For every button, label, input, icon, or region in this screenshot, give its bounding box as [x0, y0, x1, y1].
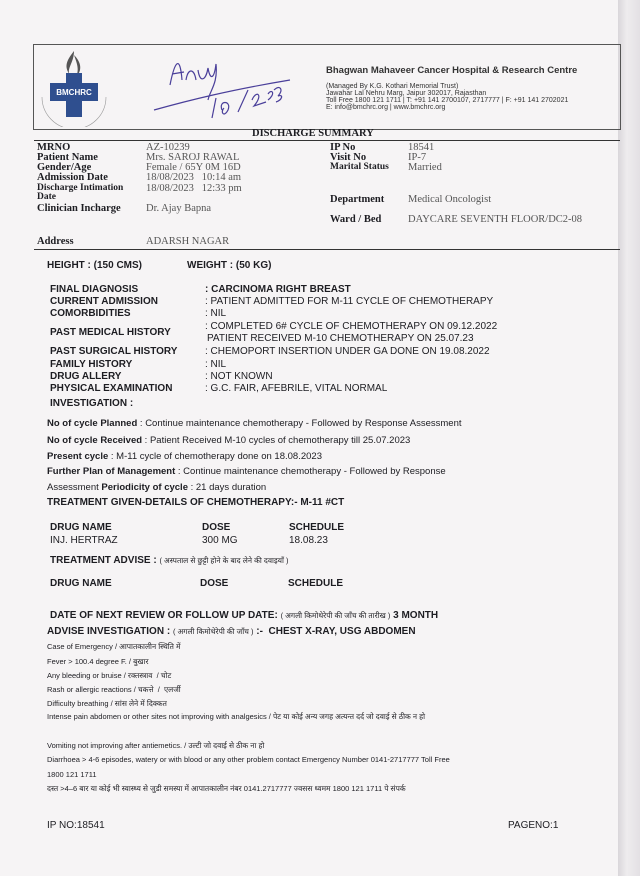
- hospital-email: E: info@bmchrc.org | www.bmchrc.org: [326, 104, 446, 111]
- advise-investigation: ADVISE INVESTIGATION : ( अगली किमोथेरेपी की जाँच ) :- CHEST X-RAY, USG ABDOMEN: [47, 626, 416, 637]
- drug-header-name: DRUG NAME: [50, 522, 112, 533]
- page-edge: [618, 0, 640, 876]
- marital-value: Married: [408, 162, 442, 173]
- discharge-value: 18/08/2023 12:33 pm: [146, 183, 242, 194]
- clinical-value: PATIENT RECEIVED M-10 CHEMOTHERAPY ON 25.07.23: [207, 333, 474, 344]
- ip-label: IP No: [330, 142, 356, 153]
- department-label: Department: [330, 194, 385, 205]
- emergency-line: Fever > 100.4 degree F. / बुखार: [47, 657, 149, 666]
- treatment-given: TREATMENT GIVEN-DETAILS OF CHEMOTHERAPY:- M-11 #CT: [47, 497, 345, 508]
- cycles-received: No of cycle Received : Patient Received M-10 cycles of chemotherapy till 25.07.2023: [47, 435, 411, 446]
- drug-schedule: 18.08.23: [289, 535, 328, 546]
- emergency-line: Diarrhoea > 4-6 episodes, watery or with blood or any other problem contact Emergency Number 0141-2717777 Toll Free: [47, 755, 450, 764]
- advise-header-schedule: SCHEDULE: [288, 578, 344, 589]
- hospital-address: Jawahar Lal Nehru Marg, Jaipur 302017, Rajasthan: [326, 90, 487, 97]
- cycles-planned: No of cycle Planned : Continue maintenance chemotherapy - Followed by Response Assessment: [47, 418, 462, 429]
- logo-text: BMCHRC: [56, 88, 92, 97]
- page-title: DISCHARGE SUMMARY: [252, 128, 374, 139]
- clinical-label: DRUG ALLERY: [50, 371, 122, 382]
- weight: WEIGHT : (50 KG): [187, 260, 272, 271]
- hospital-name: Bhagwan Mahaveer Cancer Hospital & Research Centre: [326, 65, 578, 76]
- address-value: ADARSH NAGAR: [146, 236, 230, 247]
- clinician-value: Dr. Ajay Bapna: [146, 203, 212, 214]
- clinical-value: : NIL: [205, 308, 227, 319]
- clinical-label: PAST SURGICAL HISTORY: [50, 346, 178, 357]
- ward-label: Ward / Bed: [330, 214, 382, 225]
- clinical-label: PHYSICAL EXAMINATION: [50, 383, 173, 394]
- further-plan: Further Plan of Management : Continue maintenance chemotherapy - Followed by Response: [47, 466, 446, 477]
- footer-ip: IP NO:18541: [47, 820, 105, 831]
- emergency-line: Rash or allergic reactions / चकत्ते / एलर्जी: [47, 685, 181, 694]
- emergency-line: Vomiting not improving after antiemetics. / उल्टी जो दवाई से ठीक ना हो: [47, 741, 265, 750]
- visit-value: IP-7: [408, 152, 427, 163]
- clinical-value: : NIL: [205, 359, 227, 370]
- hospital-phones: Toll Free 1800 121 1711 | T: +91 141 2700107, 2717777 | F: +91 141 2702021: [326, 97, 569, 104]
- marital-label: Marital Status: [330, 162, 389, 172]
- admission-label: Admission Date: [37, 172, 108, 183]
- discharge-label-2: Date: [37, 192, 56, 202]
- clinician-label: Clinician Incharge: [37, 203, 121, 214]
- clinical-label: PAST MEDICAL HISTORY: [50, 327, 171, 338]
- periodicity: Assessment Periodicity of cycle : 21 days duration: [47, 482, 267, 493]
- visit-label: Visit No: [330, 152, 367, 163]
- ward-value: DAYCARE SEVENTH FLOOR/DC2-08: [408, 214, 583, 225]
- admission-value: 18/08/2023 10:14 am: [146, 172, 242, 183]
- emergency-line: दस्त >4–6 बार या कोई भी स्वास्थ्य से जुडी समस्या में आपातकालीन नंबर 0141.2717777 ज्वसस थ्वमम 1800 121 1711 पे संपर्क: [47, 784, 406, 793]
- divider: [34, 140, 620, 141]
- clinical-label: INVESTIGATION :: [50, 398, 134, 409]
- gender-value: Female / 65Y 0M 16D: [146, 162, 241, 173]
- patient-name-value: Mrs. SAROJ RAWAL: [146, 152, 240, 163]
- department-value: Medical Oncologist: [408, 194, 492, 205]
- clinical-value: : CHEMOPORT INSERTION UNDER GA DONE ON 19.08.2022: [205, 346, 490, 357]
- clinical-label: CURRENT ADMISSION: [50, 296, 158, 307]
- emergency-line: 1800 121 1711: [47, 770, 97, 779]
- gender-label: Gender/Age: [37, 162, 92, 173]
- emergency-line: Case of Emergency / आपातकालीन स्थिति में: [47, 642, 181, 651]
- treatment-advise: TREATMENT ADVISE : ( अस्पताल से छुट्टी होने के बाद लेने की दवाइयाँ ): [50, 555, 289, 566]
- present-cycle: Present cycle : M-11 cycle of chemotherapy done on 18.08.2023: [47, 451, 322, 462]
- clinical-value: : G.C. FAIR, AFEBRILE, VITAL NORMAL: [205, 383, 388, 394]
- clinical-value: : PATIENT ADMITTED FOR M-11 CYCLE OF CHEMOTHERAPY: [205, 296, 494, 307]
- discharge-label: Discharge Intimation: [37, 183, 124, 193]
- drug-name: INJ. HERTRAZ: [50, 535, 118, 546]
- handwritten-signature: [150, 50, 310, 122]
- drug-dose: 300 MG: [202, 535, 238, 546]
- clinical-label: COMORBIDITIES: [50, 308, 131, 319]
- managed-by: (Managed By K.G. Kothari Memorial Trust): [326, 83, 459, 90]
- emergency-line: Any bleeding or bruise / रक्तस्त्राव / चोट: [47, 671, 172, 680]
- mrno-label: MRNO: [37, 142, 71, 153]
- drug-header-schedule: SCHEDULE: [289, 522, 345, 533]
- emergency-line: Intense pain abdomen or other sites not improving with analgesics / पेट या कोई अन्य जगह अत्यन्त दर्द जो दवाई से ठीक न हो: [47, 712, 426, 721]
- ip-value: 18541: [408, 142, 435, 153]
- advise-header-dose: DOSE: [200, 578, 229, 589]
- address-label: Address: [37, 236, 74, 247]
- clinical-value: : CARCINOMA RIGHT BREAST: [205, 284, 351, 295]
- height: HEIGHT : (150 CMS): [47, 260, 143, 271]
- footer-page: PAGENO:1: [508, 820, 559, 831]
- hospital-logo: [36, 47, 112, 127]
- clinical-label: FAMILY HISTORY: [50, 359, 133, 370]
- patient-name-label: Patient Name: [37, 152, 98, 163]
- advise-header-name: DRUG NAME: [50, 578, 112, 589]
- clinical-label: FINAL DIAGNOSIS: [50, 284, 139, 295]
- clinical-value: : COMPLETED 6# CYCLE OF CHEMOTHERAPY ON 09.12.2022: [205, 321, 498, 332]
- drug-header-dose: DOSE: [202, 522, 231, 533]
- emergency-line: Difficulty breathing / सांस लेने में दिक्कत: [47, 699, 167, 708]
- follow-up-date: DATE OF NEXT REVIEW OR FOLLOW UP DATE: ( अगली किमोथेरेपी की जाँच की तारीख ) 3 MONTH: [50, 610, 439, 621]
- divider: [34, 249, 620, 250]
- clinical-value: : NOT KNOWN: [205, 371, 273, 382]
- mrno-value: AZ-10239: [146, 142, 190, 153]
